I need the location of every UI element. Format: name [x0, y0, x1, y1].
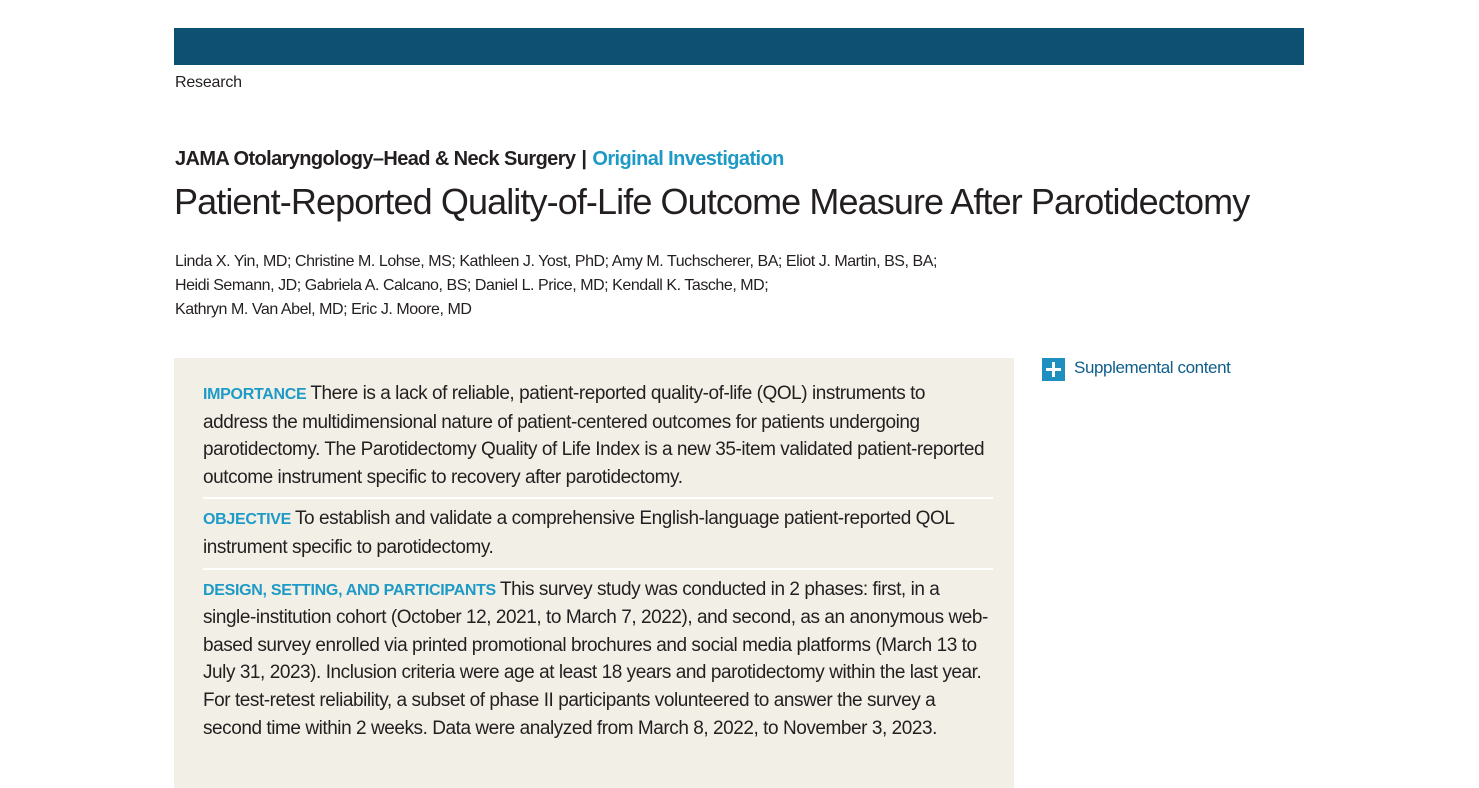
abstract-box [174, 358, 1014, 788]
author-list [175, 250, 937, 322]
plus-icon [1042, 358, 1065, 381]
article-type: Original Investigation [592, 148, 784, 170]
abstract-section-design [203, 568, 993, 749]
journal-header-bar [174, 28, 1304, 65]
journal-name: JAMA Otolaryngology–Head & Neck Surgery [175, 148, 576, 170]
journal-line [175, 148, 784, 171]
abstract-section-objective [203, 497, 993, 567]
supplemental-content-link[interactable] [1042, 354, 1230, 381]
abstract-content [203, 380, 993, 748]
section-label: Research [175, 74, 242, 91]
supplemental-content-label: Supplemental content [1074, 357, 1231, 377]
author-line: Kathryn M. Van Abel, MD; Eric J. Moore, MD [175, 301, 472, 318]
journal-separator: | [581, 148, 587, 170]
abstract-section-importance [203, 380, 993, 497]
abstract-heading: DESIGN, SETTING, AND PARTICIPANTS [203, 581, 496, 599]
author-line: Linda X. Yin, MD; Christine M. Lohse, MS; Kathleen J. Yost, PhD; Amy M. Tuchscherer, BA; Eliot J. Martin, BS, BA; [175, 253, 937, 270]
abstract-heading: IMPORTANCE [203, 386, 307, 403]
author-line: Heidi Semann, JD; Gabriela A. Calcano, BS; Daniel L. Price, MD; Kendall K. Tasche, MD; [175, 277, 769, 294]
abstract-text: There is a lack of reliable, patient-reported quality-of-life (QOL) instruments to address the multidimensional nature of patient-centered outcomes for patients undergoing parotidectomy. The Parotidectomy Quality of Life Index is a new 35-item validated patient-reported outcome instrument specific to recovery after parotidectomy. [203, 383, 985, 488]
abstract-text: This survey study was conducted in 2 phases: first, in a single-institution cohort (October 12, 2021, to March 7, 2022), and second, as an anonymous web-based survey enrolled via printed promotional brochures and social media platforms (March 13 to July 31, 2023). Inclusion criteria were age at least 18 years and parotidectomy within the last year. For test-retest reliability, a subset of phase II participants volunteered to answer the survey a second time within 2 weeks. Data were analyzed from March 8, 2022, to November 3, 2023. [203, 578, 988, 739]
article-title: Patient-Reported Quality-of-Life Outcome Measure After Parotidectomy [174, 181, 1250, 222]
abstract-heading: OBJECTIVE [203, 511, 291, 529]
abstract-text: To establish and validate a comprehensive English-language patient-reported QOL instrument specific to parotidectomy. [203, 508, 954, 558]
